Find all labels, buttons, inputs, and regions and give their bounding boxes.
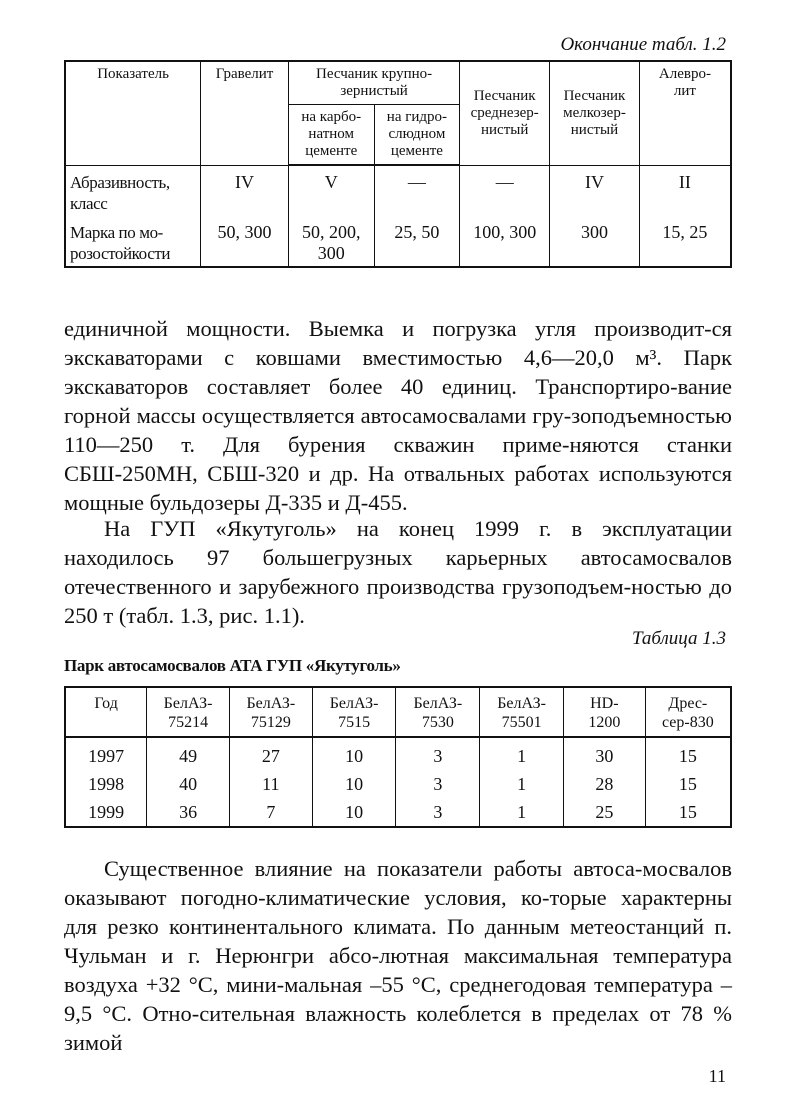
table-cell: 49 (147, 737, 230, 770)
header-belaz-75129: БелАЗ- 75129 (229, 687, 312, 737)
table-cell: 36 (147, 798, 230, 827)
table-continuation-caption: Окончание табл. 1.2 (560, 34, 726, 55)
header-belaz-7530: БелАЗ- 7530 (396, 687, 480, 737)
header-year: Год (65, 687, 147, 737)
paragraph-excavators: единичной мощности. Выемка и погрузка угля производит-ся экскаваторами с ковшами вместимостью 4,6—20,0 м³. Парк экскаваторов составляет более 40 единиц. Транспортиро-вание горной массы осуществляется автосамосвалами гру-зоподъемностью 110—250 т. Для бурения скважин приме-няются станки СБШ-250МН, СБШ-320 и др. На отвальных работах используются мощные бульдозеры Д-335 и Д-455. (64, 316, 732, 515)
table-cell: 1999 (65, 798, 147, 827)
paragraph-climate: Существенное влияние на показатели работы автоса-мосвалов оказывают погодно-климатические условия, ко-торые характерны для резко континентального климата. По данным метеостанций п. Чульман и г. Нерюнгри абсо-лютная максимальная температура воздуха +32 °С, мини-мальная –55 °С, среднегодовая температура –9,5 °С. Отно-сительная влажность колеблется в пределах от 78 % зимой (64, 856, 732, 1055)
table-cell: 1998 (65, 770, 147, 798)
header-belaz-75214: БелАЗ- 75214 (147, 687, 230, 737)
table-header-row (65, 687, 731, 737)
table-cell: IV (550, 165, 640, 216)
table-cell: 50, 300 (201, 216, 289, 267)
table-cell: 50, 200, 300 (288, 216, 374, 267)
header-hd-1200: HD- 1200 (564, 687, 646, 737)
table-row (65, 798, 731, 827)
header-belaz-7515: БелАЗ- 7515 (312, 687, 396, 737)
header-indicator: Показатель (65, 61, 201, 165)
table-cell: 25, 50 (374, 216, 460, 267)
table-cell: 25 (564, 798, 646, 827)
table-cell: 7 (229, 798, 312, 827)
table-cell: 1997 (65, 737, 147, 770)
table-cell: 1 (480, 798, 564, 827)
rock-properties-table (64, 60, 732, 268)
table-title: Парк автосамосвалов АТА ГУП «Якутуголь» (64, 656, 401, 675)
table-cell: 1 (480, 770, 564, 798)
table-cell: 11 (229, 770, 312, 798)
table-cell: 15 (645, 737, 731, 770)
table-cell: 3 (396, 737, 480, 770)
table-cell: 15 (645, 798, 731, 827)
table-cell: 10 (312, 770, 396, 798)
table-cell: 100, 300 (460, 216, 550, 267)
table-cell: 15 (645, 770, 731, 798)
table-cell: 3 (396, 798, 480, 827)
header-coarse-carbonate: на карбо- натном цементе (288, 105, 374, 166)
header-medium-sandstone: Песчаник среднезер- нистый (460, 61, 550, 165)
table-row (65, 770, 731, 798)
table-cell: 10 (312, 737, 396, 770)
table-cell: — (374, 165, 460, 216)
row-label: Марка по мо- розостойкости (65, 216, 201, 267)
page-number: 11 (708, 1066, 726, 1086)
table-cell: 28 (564, 770, 646, 798)
table-number-caption: Таблица 1.3 (632, 628, 726, 649)
table-cell: 10 (312, 798, 396, 827)
header-aleurolite: Алевро- лит (639, 61, 731, 165)
table-cell: 3 (396, 770, 480, 798)
table-cell: II (639, 165, 731, 216)
table-cell: 40 (147, 770, 230, 798)
header-coarse-hydromica: на гидро- слюдном цементе (374, 105, 460, 166)
table-cell: 30 (564, 737, 646, 770)
table-cell: — (460, 165, 550, 216)
table-cell: 27 (229, 737, 312, 770)
header-coarse-sandstone: Песчаник крупно- зернистый (288, 61, 459, 105)
table-cell: V (288, 165, 374, 216)
paragraph-dump-trucks: На ГУП «Якутуголь» на конец 1999 г. в эксплуатации находилось 97 большегрузных карьерных автосамосвалов отечественного и зарубежного производства грузоподъем-ностью до 250 т (табл. 1.3, рис. 1.1). (64, 516, 732, 628)
header-belaz-75501: БелАЗ- 75501 (480, 687, 564, 737)
table-cell: 15, 25 (639, 216, 731, 267)
row-label: Абразивность, класс (65, 165, 201, 216)
table-row (65, 216, 731, 267)
table-row (65, 165, 731, 216)
table-cell: IV (201, 165, 289, 216)
header-dresser-830: Дрес- сер-830 (645, 687, 731, 737)
truck-fleet-table (64, 686, 732, 828)
header-fine-sandstone: Песчаник мелкозер- нистый (550, 61, 640, 165)
table-cell: 1 (480, 737, 564, 770)
table-cell: 300 (550, 216, 640, 267)
table-row (65, 737, 731, 770)
header-gravelite: Гравелит (201, 61, 289, 165)
